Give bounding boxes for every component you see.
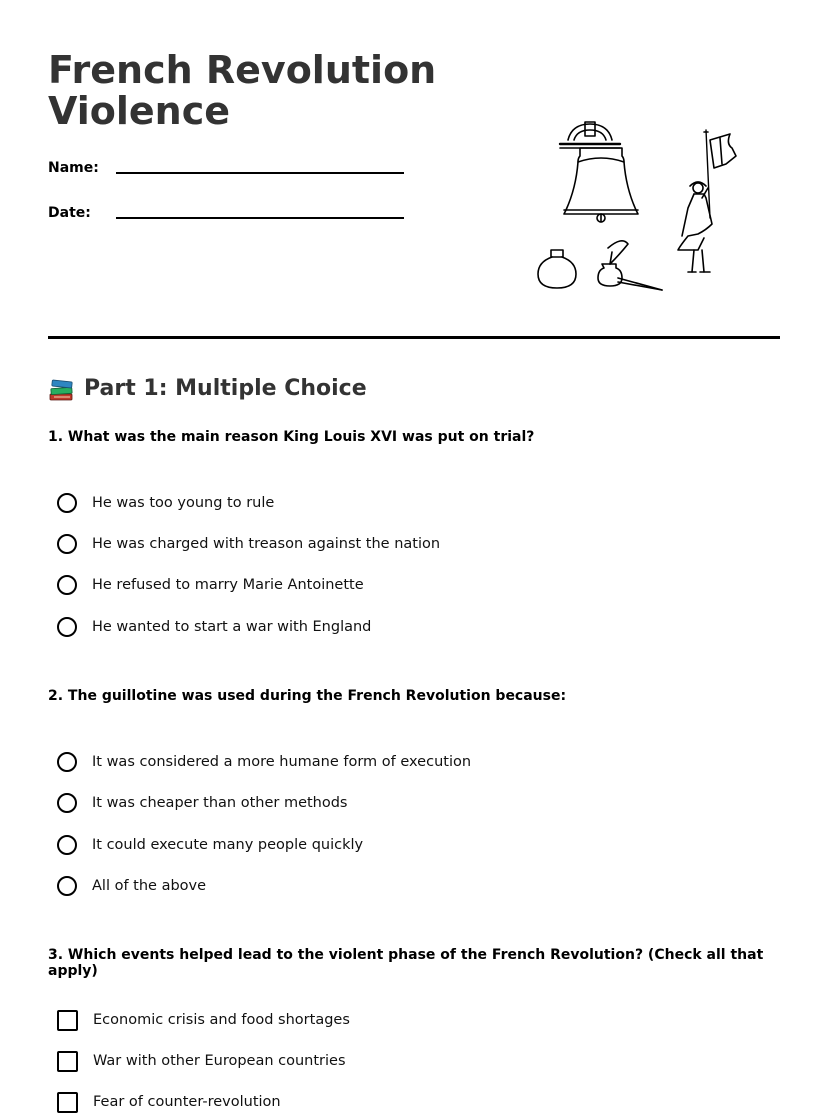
books-icon: [48, 376, 74, 402]
name-input-line[interactable]: [116, 172, 404, 174]
part1-title: Part 1: Multiple Choice: [84, 376, 367, 401]
option-label: War with other European countries: [93, 1053, 346, 1069]
q2-option-b[interactable]: [57, 790, 348, 816]
inkwell-icon: [538, 250, 576, 288]
checkbox[interactable]: [57, 1092, 78, 1113]
radio-button[interactable]: [57, 493, 77, 513]
q2-option-d[interactable]: [57, 873, 206, 899]
q1-option-c[interactable]: [57, 572, 364, 598]
q1-option-b[interactable]: [57, 531, 440, 557]
option-label: He wanted to start a war with England: [92, 619, 372, 635]
option-label: Economic crisis and food shortages: [93, 1012, 350, 1028]
revolution-illustration: [530, 118, 770, 298]
option-label: All of the above: [92, 878, 207, 894]
option-label: It could execute many people quickly: [92, 837, 364, 853]
option-label: It was considered a more humane form of execution: [92, 754, 472, 770]
revolutionary-flag-bearer-icon: [678, 130, 736, 272]
option-label: Fear of counter-revolution: [93, 1094, 281, 1110]
q1-option-a[interactable]: [57, 490, 274, 516]
radio-button[interactable]: [57, 617, 77, 637]
section-divider: [48, 336, 780, 339]
checkbox[interactable]: [57, 1051, 78, 1072]
page-title: French Revolution Violence: [48, 48, 437, 133]
radio-button[interactable]: [57, 575, 77, 595]
radio-button[interactable]: [57, 876, 77, 896]
q3-option-c[interactable]: [57, 1089, 281, 1115]
question-3: 3. Which events helped lead to the violent phase of the French Revolution? (Check all that apply): [48, 947, 764, 979]
question-2: 2. The guillotine was used during the French Revolution because:: [48, 688, 567, 704]
radio-button[interactable]: [57, 793, 77, 813]
question-1: 1. What was the main reason King Louis XVI was put on trial?: [48, 429, 535, 445]
radio-button[interactable]: [57, 835, 77, 855]
date-input-line[interactable]: [116, 217, 404, 219]
q3-option-a[interactable]: [57, 1007, 350, 1033]
part1-heading: [48, 374, 367, 404]
q2-option-a[interactable]: [57, 749, 471, 775]
date-label: Date:: [48, 205, 91, 221]
option-label: It was cheaper than other methods: [92, 795, 348, 811]
checkbox[interactable]: [57, 1010, 78, 1031]
quill-inkwell-icon: [598, 241, 662, 290]
liberty-bell-icon: [560, 122, 638, 222]
q3-option-b[interactable]: [57, 1048, 346, 1074]
date-field: [48, 205, 91, 221]
radio-button[interactable]: [57, 534, 77, 554]
q1-option-d[interactable]: [57, 614, 371, 640]
option-label: He was charged with treason against the nation: [92, 536, 441, 552]
name-field: [48, 160, 99, 176]
option-label: He refused to marry Marie Antoinette: [92, 577, 364, 593]
q2-option-c[interactable]: [57, 832, 363, 858]
radio-button[interactable]: [57, 752, 77, 772]
option-label: He was too young to rule: [92, 495, 275, 511]
name-label: Name:: [48, 160, 99, 176]
